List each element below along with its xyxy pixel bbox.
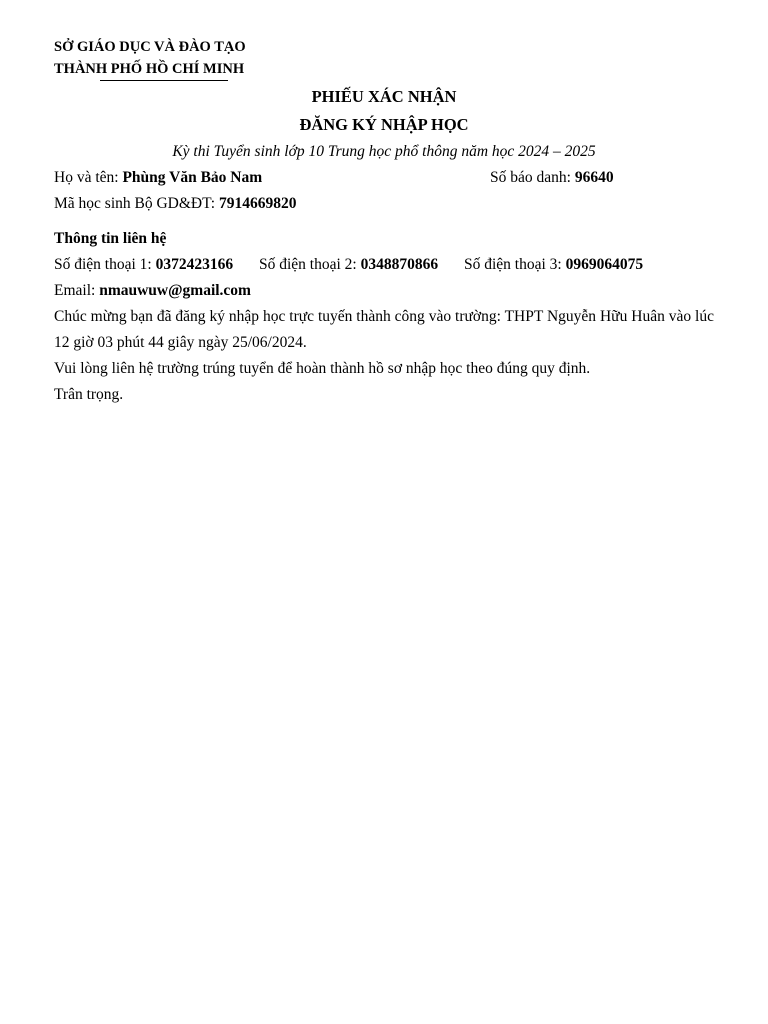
student-id-label: Mã học sinh Bộ GD&ĐT: bbox=[54, 195, 219, 212]
student-id-value: 7914669820 bbox=[218, 195, 297, 212]
instruction-paragraph: Vui lòng liên hệ trường trúng tuyển để hoàn thành hồ sơ nhập học theo đúng quy định. bbox=[54, 360, 591, 377]
organization-header bbox=[54, 36, 714, 80]
student-name-field bbox=[54, 165, 262, 191]
student-id-row bbox=[54, 191, 714, 217]
document-page bbox=[54, 36, 714, 408]
exam-number-field bbox=[490, 165, 714, 191]
phone2-label: Số điện thoại 2: bbox=[258, 256, 361, 273]
exam-number-label: Số báo danh: bbox=[490, 169, 575, 186]
phone3-field bbox=[464, 256, 643, 273]
student-name-value: Phùng Văn Bảo Nam bbox=[122, 169, 263, 186]
document-title-line2: ĐĂNG KÝ NHẬP HỌC bbox=[299, 115, 469, 134]
email-label: Email: bbox=[54, 282, 100, 299]
phone3-label: Số điện thoại 3: bbox=[463, 256, 566, 273]
phone1-label: Số điện thoại 1: bbox=[54, 256, 156, 273]
closing-text: Trân trọng. bbox=[54, 386, 124, 403]
document-subtitle: Kỳ thi Tuyển sinh lớp 10 Trung học phổ thông năm học 2024 – 2025 bbox=[172, 143, 596, 160]
student-name-row bbox=[54, 165, 714, 191]
org-name-line2: THÀNH PHỐ HỒ CHÍ MINH bbox=[54, 61, 245, 77]
header-underline bbox=[100, 80, 228, 81]
exam-number-value: 96640 bbox=[574, 169, 614, 186]
phone2-value: 0348870866 bbox=[360, 256, 439, 273]
email-value: nmauwuw@gmail.com bbox=[99, 282, 251, 299]
document-title-line1: PHIẾU XÁC NHẬN bbox=[311, 87, 457, 106]
phone3-value: 0969064075 bbox=[565, 256, 644, 273]
phone1-field bbox=[54, 256, 233, 273]
contact-heading: Thông tin liên hệ bbox=[54, 230, 167, 247]
congratulation-paragraph: Chúc mừng bạn đã đăng ký nhập học trực tuyến thành công vào trường: THPT Nguyễn Hữu Huân vào lúc 12 giờ 03 phút 44 giây ngày 25/06/2024. bbox=[54, 308, 714, 351]
phone-row bbox=[54, 252, 714, 278]
phone2-field bbox=[259, 256, 438, 273]
phone1-value: 0372423166 bbox=[155, 256, 234, 273]
student-name-label: Họ và tên: bbox=[54, 169, 123, 186]
email-row bbox=[54, 278, 714, 304]
org-name-line1: SỞ GIÁO DỤC VÀ ĐÀO TẠO bbox=[54, 39, 246, 55]
